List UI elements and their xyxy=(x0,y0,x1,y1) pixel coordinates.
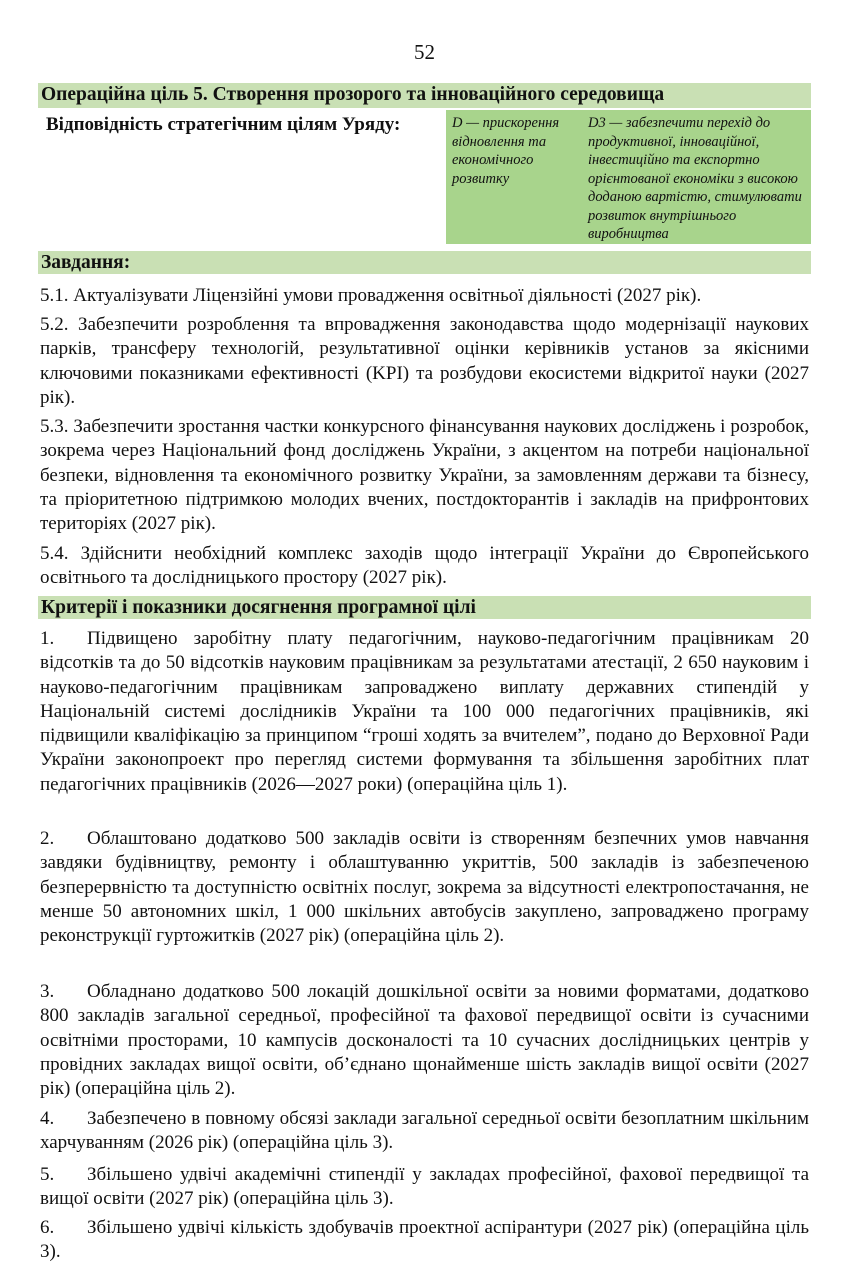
criteria-heading: Критерії і показники досягнення програмної цілі xyxy=(38,596,811,619)
criteria-item-text: Забезпечено в повному обсязі заклади загальної середньої освіти безоплатним шкільним харчуванням (2026 рік) (операційна ціль 3). xyxy=(40,1108,809,1154)
criteria-item-text: Підвищено заробітну плату педагогічним, науково-педагогічним працівникам 20 відсотків та до 50 відсотків науковим працівникам за результатами атестації, 2 650 науковим і науково-педагогічним працівникам запроваджено виплату державних стипендій у Національній системі дослідників України та 100 000 педагогічних працівників, які підвищили кваліфікацію за принципом “гроші ходять за вчителем”, подано до Верховної Ради України законопроект про перегляд системи формування та збільшення заробітних плат педагогічних працівників (2026—2027 роки) (операційна ціль 1). xyxy=(40,628,809,795)
strategic-goal-d: D — прискорення відновлення та економічного розвитку xyxy=(452,115,560,187)
criteria-item xyxy=(40,980,809,1101)
criteria-item xyxy=(40,627,809,797)
strategic-goals-box xyxy=(446,110,811,244)
strategic-goals-label: Відповідність стратегічним цілям Уряду: xyxy=(46,114,401,135)
criteria-item xyxy=(40,827,809,948)
criteria-item-text: Збільшено удвічі кількість здобувачів проектної аспірантури (2027 рік) (операційна ціль 3). xyxy=(40,1217,809,1263)
task-item: 5.4. Здійснити необхідний комплекс заходів щодо інтеграції України до Європейського освітнього та дослідницького простору (2027 рік). xyxy=(40,543,809,589)
task-item: 5.2. Забезпечити розроблення та впровадження законодавства щодо модернізації наукових парків, трансферу технологій, результативної оцінки керівників установ за якісними ключовими показниками ефективності (KPI) та розбудови екосистеми відкритої науки (2027 рік). xyxy=(40,314,809,408)
task-item: 5.1. Актуалізувати Ліцензійні умови провадження освітньої діяльності (2027 рік). xyxy=(40,285,702,306)
task-item: 5.3. Забезпечити зростання частки конкурсного фінансування наукових досліджень і розробок, зокрема через Національний фонд досліджень України, з акцентом на потреби національної безпеки, відновлення та економічного розвитку України, за замовленням держави та бізнесу, та пріоритетною підтримкою молодих вчених, постдокторантів і закладів на прифронтових територіях (2027 рік). xyxy=(40,416,809,535)
criteria-item-number: 3. xyxy=(40,981,55,1002)
criteria-item xyxy=(40,1216,809,1265)
criteria-item xyxy=(40,1163,809,1212)
tasks-heading: Завдання: xyxy=(38,251,811,274)
criteria-item-text: Збільшено удвічі академічні стипендії у закладах професійної, фахової передвищої та вищої освіти (2027 рік) (операційна ціль 3). xyxy=(40,1164,809,1210)
strategic-goal-d3: D3 — забезпечити перехід до продуктивної, інноваційної, інвестиційно та експортно орієнтованої економіки з високою доданою вартістю, стимулювати розвиток внутрішнього виробництва xyxy=(588,115,802,242)
criteria-item-number: 5. xyxy=(40,1164,55,1185)
criteria-item-number: 6. xyxy=(40,1217,55,1238)
criteria-item xyxy=(40,1107,809,1156)
criteria-item-number: 1. xyxy=(40,628,55,649)
criteria-item-number: 2. xyxy=(40,828,55,849)
criteria-item-text: Обладнано додатково 500 локацій дошкільної освіти за новими форматами, додатково 800 закладів загальної середньої, професійної та фахової передвищої освіти із сучасними освітніми просторами, 10 кампусів досконалості та 10 сучасних дослідницьких центрів у провідних закладах вищої освіти, об’єднано щонайменше шість закладів вищої освіти (2027 рік) (операційна ціль 2). xyxy=(40,981,809,1100)
criteria-item-text: Облаштовано додатково 500 закладів освіти із створенням безпечних умов навчання завдяки будівництву, ремонту і облаштуванню укриттів, 500 закладів із забезпеченою безперервністю та доступністю освітніх послуг, зокрема за відсутності електропостачання, не менше 50 автономних шкіл, 1 000 шкільних автобусів закуплено, запроваджено програму реконструкції гуртожитків (2027 рік) (операційна ціль 2). xyxy=(40,828,809,947)
criteria-item-number: 4. xyxy=(40,1108,55,1129)
objective-title: Операційна ціль 5. Створення прозорого та інноваційного середовища xyxy=(38,83,811,108)
page-number: 52 xyxy=(414,40,435,64)
